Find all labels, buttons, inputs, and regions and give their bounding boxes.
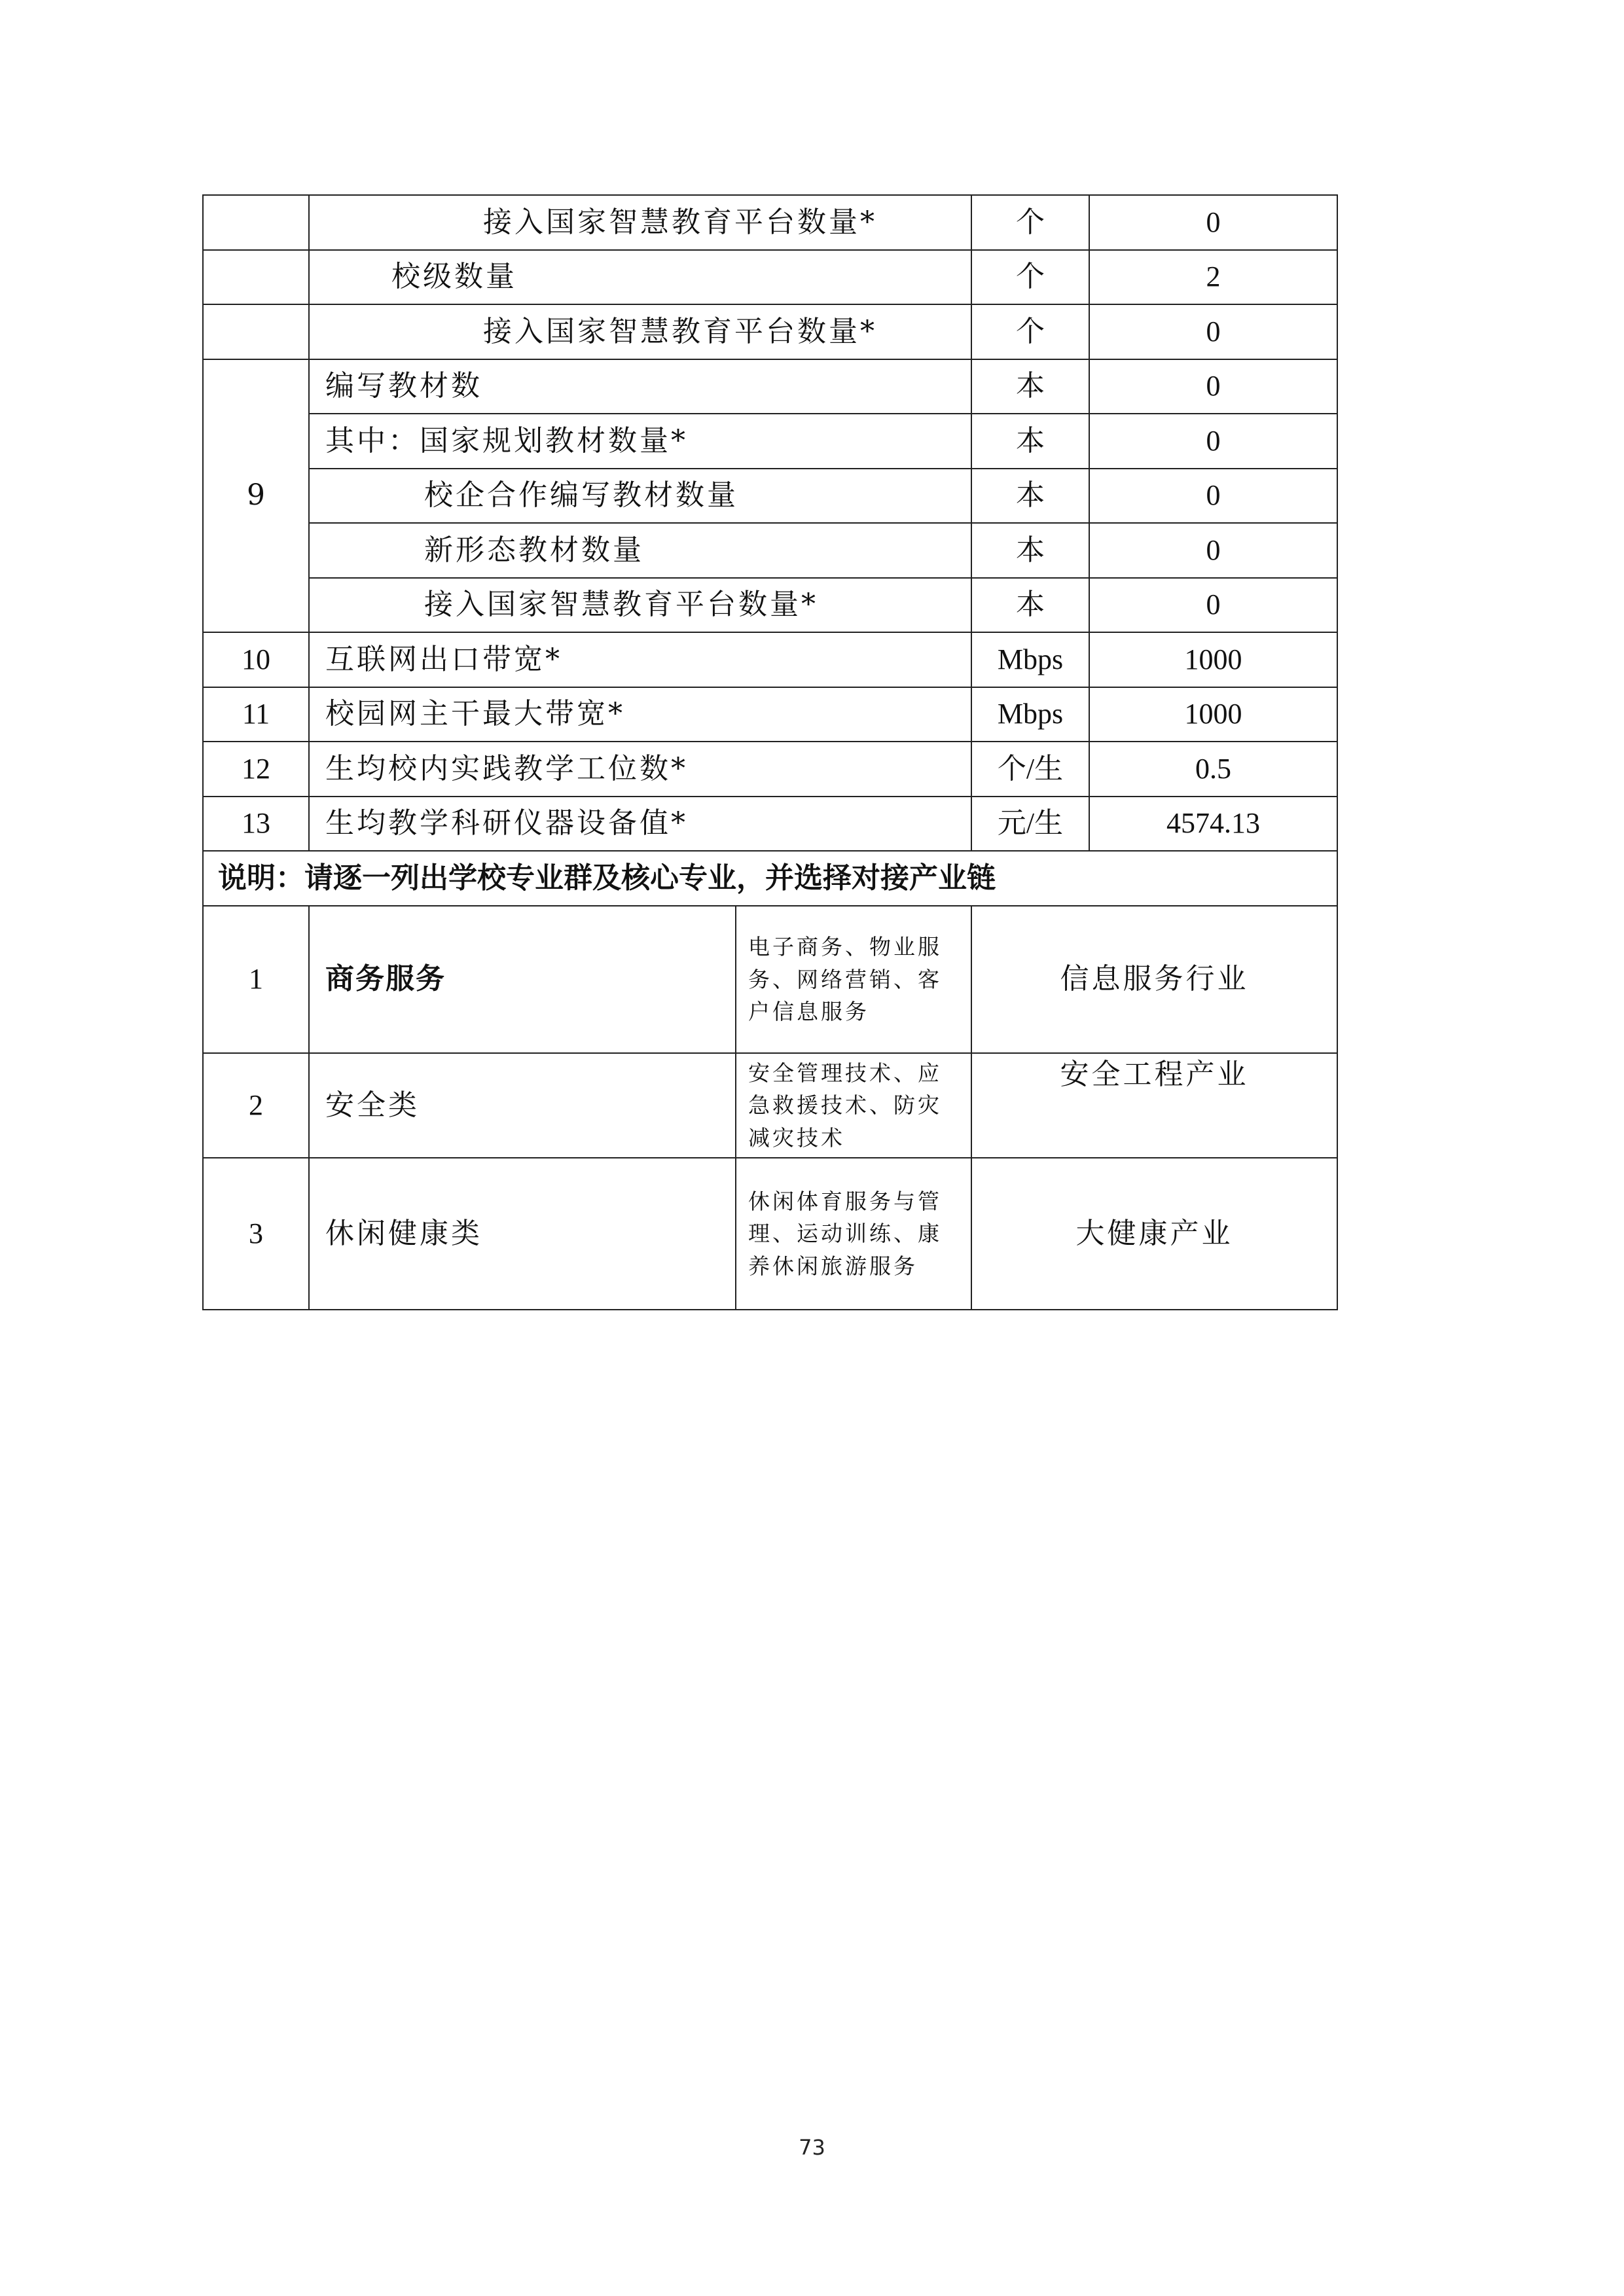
row-unit: Mbps — [971, 687, 1089, 742]
row-value: 0 — [1089, 304, 1337, 359]
group-row — [203, 906, 1337, 1053]
row-number — [203, 195, 309, 250]
row-item: 编写教材数 — [309, 359, 971, 414]
row-value: 1000 — [1089, 687, 1337, 742]
row-unit: 个 — [971, 195, 1089, 250]
row-number: 12 — [203, 742, 309, 797]
row-value: 2 — [1089, 250, 1337, 304]
row-number: 11 — [203, 687, 309, 742]
row-value: 0 — [1089, 578, 1337, 632]
table-row — [203, 195, 1337, 250]
row-unit: Mbps — [971, 632, 1089, 687]
group-number: 2 — [203, 1053, 309, 1158]
row-number: 9 — [203, 359, 309, 632]
group-row — [203, 1158, 1337, 1310]
row-number — [203, 304, 309, 359]
group-number: 1 — [203, 906, 309, 1053]
group-majors: 休闲体育服务与管理、运动训练、康养休闲旅游服务 — [736, 1158, 971, 1310]
group-name: 商务服务 — [309, 906, 736, 1053]
table-row — [203, 469, 1337, 523]
row-item: 接入国家智慧教育平台数量* — [309, 195, 971, 250]
group-majors: 电子商务、物业服务、网络营销、客户信息服务 — [736, 906, 971, 1053]
table-row — [203, 359, 1337, 414]
row-unit: 本 — [971, 469, 1089, 523]
row-value: 0 — [1089, 523, 1337, 578]
group-industry-chain: 信息服务行业 — [971, 906, 1337, 1053]
row-value: 0 — [1089, 469, 1337, 523]
row-value: 4574.13 — [1089, 797, 1337, 851]
row-item: 互联网出口带宽* — [309, 632, 971, 687]
row-item: 生均教学科研仪器设备值* — [309, 797, 971, 851]
row-unit: 元/生 — [971, 797, 1089, 851]
row-unit: 本 — [971, 414, 1089, 469]
group-industry-chain: 大健康产业 — [971, 1158, 1337, 1310]
group-majors: 安全管理技术、应急救援技术、防灾减灾技术 — [736, 1053, 971, 1158]
group-number: 3 — [203, 1158, 309, 1310]
row-unit: 本 — [971, 523, 1089, 578]
row-value: 0 — [1089, 195, 1337, 250]
row-item: 校企合作编写教材数量 — [309, 469, 971, 523]
row-unit: 本 — [971, 359, 1089, 414]
row-item: 校级数量 — [309, 250, 971, 304]
row-item: 生均校内实践教学工位数* — [309, 742, 971, 797]
row-unit: 本 — [971, 578, 1089, 632]
table-row — [203, 523, 1337, 578]
row-number: 13 — [203, 797, 309, 851]
row-number: 10 — [203, 632, 309, 687]
note-row — [203, 851, 1337, 906]
table-row — [203, 742, 1337, 797]
row-number — [203, 250, 309, 304]
row-value: 0 — [1089, 359, 1337, 414]
row-value: 0.5 — [1089, 742, 1337, 797]
table-row — [203, 578, 1337, 632]
row-item: 其中：国家规划教材数量* — [309, 414, 971, 469]
page-number: 73 — [799, 2135, 825, 2160]
table-row — [203, 687, 1337, 742]
group-name: 休闲健康类 — [309, 1158, 736, 1310]
group-name: 安全类 — [309, 1053, 736, 1158]
table-row — [203, 632, 1337, 687]
data-table — [202, 194, 1338, 1310]
group-industry-chain: 安全工程产业 — [971, 1053, 1337, 1158]
row-unit: 个 — [971, 250, 1089, 304]
row-unit: 个/生 — [971, 742, 1089, 797]
row-value: 0 — [1089, 414, 1337, 469]
row-item: 校园网主干最大带宽* — [309, 687, 971, 742]
note-text: 说明：请逐一列出学校专业群及核心专业，并选择对接产业链 — [203, 851, 1337, 906]
row-item: 接入国家智慧教育平台数量* — [309, 578, 971, 632]
table-row — [203, 797, 1337, 851]
table-row — [203, 414, 1337, 469]
row-value: 1000 — [1089, 632, 1337, 687]
row-item: 新形态教材数量 — [309, 523, 971, 578]
row-unit: 个 — [971, 304, 1089, 359]
group-row — [203, 1053, 1337, 1158]
table-row — [203, 304, 1337, 359]
row-item: 接入国家智慧教育平台数量* — [309, 304, 971, 359]
table-row — [203, 250, 1337, 304]
